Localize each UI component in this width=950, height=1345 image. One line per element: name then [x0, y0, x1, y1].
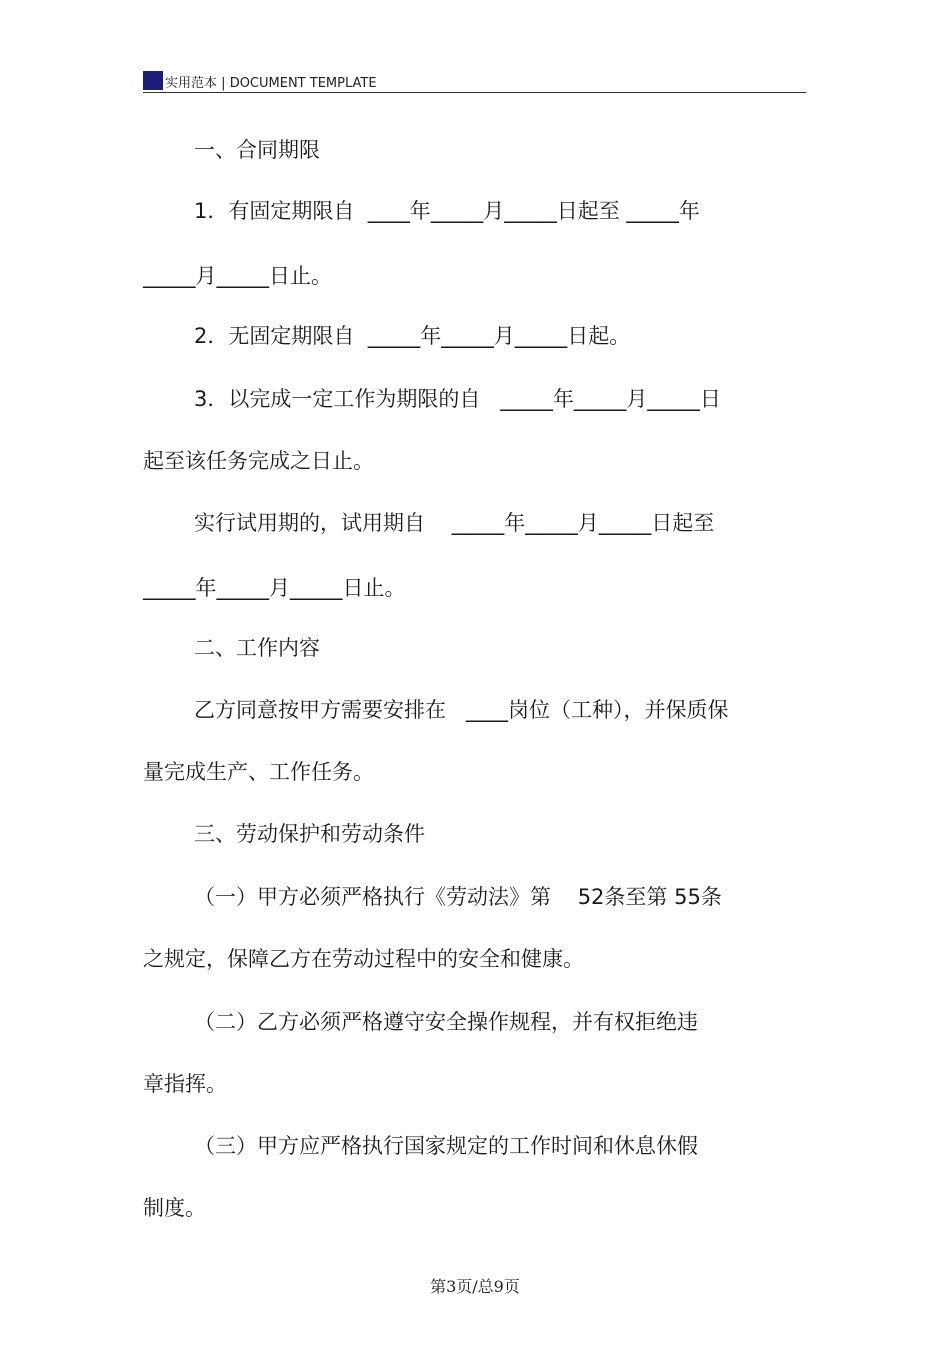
- section-3-item-3-line-1: （三）甲方应严格执行国家规定的工作时间和休息休假: [194, 1134, 698, 1158]
- item-3-line-2: 起至该任务完成之日止。: [143, 449, 374, 473]
- section-3-item-1-line-1: （一）甲方必须严格执行《劳动法》第 52条至第 55条: [194, 885, 722, 909]
- section-3-item-3-line-2: 制度。: [143, 1196, 206, 1220]
- section-2-heading: 二、工作内容: [194, 636, 320, 660]
- probation-line-2: _____年_____月_____日止。: [143, 576, 406, 600]
- page-header: [143, 68, 806, 93]
- header-title: 实用范本: [165, 76, 218, 91]
- section-2-line-1: 乙方同意按甲方需要安排在 ____岗位（工种），并保质保: [194, 698, 729, 722]
- item-1-line-1: 1．有固定期限自 ____年_____月_____日起至 _____年: [194, 199, 700, 223]
- header-separator: |: [221, 76, 226, 91]
- header-text: [165, 72, 377, 91]
- item-1-line-2: _____月_____日止。: [143, 264, 332, 288]
- section-3-item-2-line-1: （二）乙方必须严格遵守安全操作规程，并有权拒绝违: [194, 1010, 698, 1034]
- section-2-line-2: 量完成生产、工作任务。: [143, 760, 374, 784]
- logo-icon: [143, 71, 163, 90]
- item-2-line-1: 2．无固定期限自 _____年_____月_____日起。: [194, 324, 631, 348]
- header-subtitle: DOCUMENT TEMPLATE: [229, 76, 377, 91]
- section-1-heading: 一、合同期限: [194, 138, 320, 162]
- page-number: 第3页/总9页: [430, 1277, 520, 1296]
- section-3-item-1-line-2: 之规定，保障乙方在劳动过程中的安全和健康。: [143, 947, 584, 971]
- section-3-heading: 三、劳动保护和劳动条件: [194, 822, 425, 846]
- section-3-item-2-line-2: 章指挥。: [143, 1072, 227, 1096]
- probation-line-1: 实行试用期的，试用期自 _____年_____月_____日起至: [194, 511, 715, 535]
- item-3-line-1: 3．以完成一定工作为期限的自 _____年_____月_____日: [194, 387, 721, 411]
